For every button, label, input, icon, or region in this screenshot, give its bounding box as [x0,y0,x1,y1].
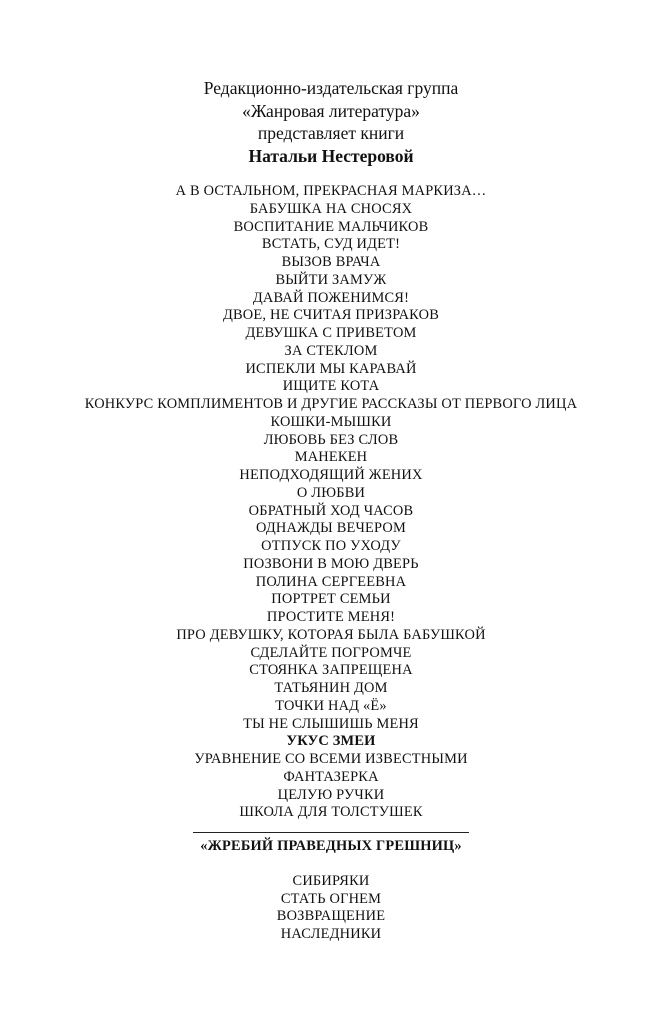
book-title: БАБУШКА НА СНОСЯХ [249,200,413,217]
book-title: ТОЧКИ НАД «Ё» [275,697,387,714]
publisher-header [0,77,662,167]
book-title: ПРОСТИТЕ МЕНЯ! [266,609,396,625]
book-title: ДЕВУШКА С ПРИВЕТОМ [245,325,417,341]
series-book-list [0,873,662,944]
book-title: ИСПЕКЛИ МЫ КАРАВАЙ [245,360,417,377]
book-title: ЗА СТЕКЛОМ [284,342,378,359]
book-title: ПРО ДЕВУШКУ, КОТОРАЯ БЫЛА БАБУШКОЙ [176,626,486,643]
author-name: Натальи Нестеровой [248,145,414,166]
book-title: СТОЯНКА ЗАПРЕЩЕНА [249,662,413,679]
book-title: ШКОЛА ДЛЯ ТОЛСТУШЕК [239,804,423,821]
book-title: ВСТАТЬ, СУД ИДЕТ! [261,236,401,253]
book-title: КОШКИ-МЫШКИ [270,413,392,430]
book-title: ОТПУСК ПО УХОДУ [261,538,401,554]
publisher-name-line: «Жанровая литература» [242,100,420,121]
book-title: ВОСПИТАНИЕ МАЛЬЧИКОВ [233,218,429,235]
publisher-group-line: Редакционно-издательская группа [203,78,459,98]
book-title: ДВОЕ, НЕ СЧИТАЯ ПРИЗРАКОВ [222,307,439,324]
book-list [0,183,662,822]
book-title: УРАВНЕНИЕ СО ВСЕМИ ИЗВЕСТНЫМИ [194,751,468,767]
book-title: ДАВАЙ ПОЖЕНИМСЯ! [252,289,410,306]
book-title: НЕПОДХОДЯЩИЙ ЖЕНИХ [239,467,423,483]
book-title: ВЫЗОВ ВРАЧА [281,254,381,270]
book-title: ИЩИТЕ КОТА [282,378,380,395]
book-title: ОБРАТНЫЙ ХОД ЧАСОВ [248,502,414,519]
divider-line [193,832,469,833]
series-book-title: НАСЛЕДНИКИ [280,926,382,942]
book-title: ФАНТАЗЕРКА [283,768,379,785]
book-title: МАНЕКЕН [294,449,368,466]
book-title: ТАТЬЯНИН ДОМ [274,680,388,696]
presents-line: представляет книги [257,123,405,143]
book-title: О ЛЮБВИ [296,484,366,501]
series-book-title: СТАТЬ ОГНЕМ [280,890,382,907]
series-title: «ЖРЕБИЙ ПРАВЕДНЫХ ГРЕШНИЦ» [200,838,462,854]
book-title: ТЫ НЕ СЛЫШИШЬ МЕНЯ [243,715,419,732]
book-title: ЦЕЛУЮ РУЧКИ [277,786,385,803]
book-title: ОДНАЖДЫ ВЕЧЕРОМ [255,520,407,537]
book-title: КОНКУРС КОМПЛИМЕНТОВ И ДРУГИЕ РАССКАЗЫ ОТ ПЕРВОГО ЛИЦА [84,396,578,412]
book-title: ЛЮБОВЬ БЕЗ СЛОВ [263,431,399,448]
book-title: СДЕЛАЙТЕ ПОГРОМЧЕ [250,644,412,661]
book-title: УКУС ЗМЕИ [286,733,376,750]
book-title: ПОЗВОНИ В МОЮ ДВЕРЬ [243,555,419,572]
book-list-section [0,183,662,944]
series-book-title: ВОЗВРАЩЕНИЕ [276,908,386,925]
book-title: ПОРТРЕТ СЕМЬИ [271,591,391,608]
book-title: ВЫЙТИ ЗАМУЖ [275,271,387,288]
book-title: А В ОСТАЛЬНОМ, ПРЕКРАСНАЯ МАРКИЗА… [175,183,487,199]
series-book-title: СИБИРЯКИ [292,872,370,889]
book-title: ПОЛИНА СЕРГЕЕВНА [255,573,407,590]
